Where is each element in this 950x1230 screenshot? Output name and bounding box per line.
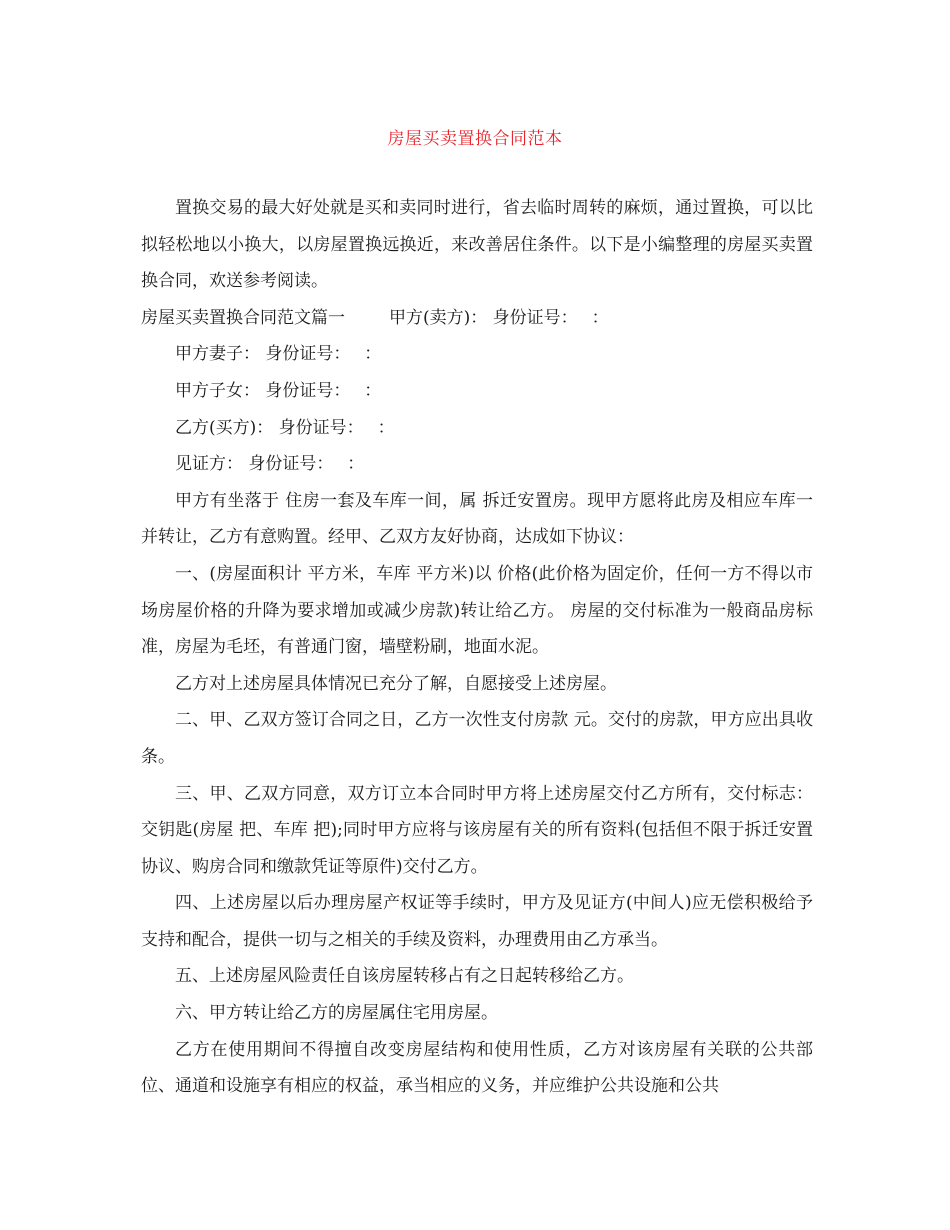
- witness-line: 见证方： 身份证号： ：: [175, 454, 365, 475]
- document-body: [141, 190, 813, 1105]
- property-description-paragraph: 甲方有坐落于 住房一套及车库一间，属 拆迁安置房。现甲方愿将此房及相应车库一并转让，乙方有意购置。经甲、乙双方友好协商，达成如下协议：: [141, 490, 813, 548]
- intro-paragraph: 置换交易的最大好处就是买和卖同时进行，省去临时周转的麻烦，通过置换，可以比拟轻松地以小换大，以房屋置换远换近，来改善居住条件。以下是小编整理的房屋买卖置换合同，欢送参考阅读。: [141, 198, 813, 292]
- clause-6: 六、甲方转让给乙方的房屋属住宅用房屋。: [175, 1003, 498, 1024]
- party-a-spouse-line: 甲方妻子： 身份证号： ：: [175, 344, 382, 365]
- usage-restriction-paragraph: 乙方在使用期间不得擅自改变房屋结构和使用性质，乙方对该房屋有关联的公共部位、通道和设施享有相应的权益，承当相应的义务，并应维护公共设施和公共: [141, 1039, 813, 1097]
- document-title: 房屋买卖置换合同范本: [387, 129, 563, 149]
- clause-2: 二、甲、乙双方签订合同之日，乙方一次性支付房款 元。交付的房款，甲方应出具收条。: [141, 710, 813, 767]
- party-a-children-line: 甲方子女： 身份证号： ：: [175, 380, 382, 401]
- acceptance-paragraph: 乙方对上述房屋具体情况已充分了解，自愿接受上述房屋。: [175, 673, 617, 694]
- clause-3: 三、甲、乙双方同意，双方订立本合同时甲方将上述房屋交付乙方所有，交付标志：交钥匙(房屋 把、车库 把);同时甲方应将与该房屋有关的所有资料(包括但不限于拆迁安置协议、购房合同和缴款凭证等原件)交付乙方。: [141, 783, 813, 877]
- section-heading: 房屋买卖置换合同范文篇一: [141, 307, 345, 328]
- section-heading-line: [141, 300, 813, 337]
- clause-1: 一、(房屋面积计 平方米，车库 平方米)以 价格(此价格为固定价，任何一方不得以市场房屋价格的升降为要求增加或减少房款)转让给乙方。 房屋的交付标准为一般商品房标准，房屋为毛坯，有普通门窗，墙壁粉刷，地面水泥。: [141, 563, 813, 658]
- party-b-buyer-line: 乙方(买方)： 身份证号： ：: [175, 417, 395, 438]
- party-a-seller-line: 甲方(卖方)： 身份证号： ：: [389, 307, 609, 328]
- clause-5: 五、上述房屋风险责任自该房屋转移占有之日起转移给乙方。: [175, 966, 634, 987]
- clause-4: 四、上述房屋以后办理房屋产权证等手续时，甲方及见证方(中间人)应无偿积极给予支持和配合，提供一切与之相关的手续及资料，办理费用由乙方承当。: [141, 893, 813, 950]
